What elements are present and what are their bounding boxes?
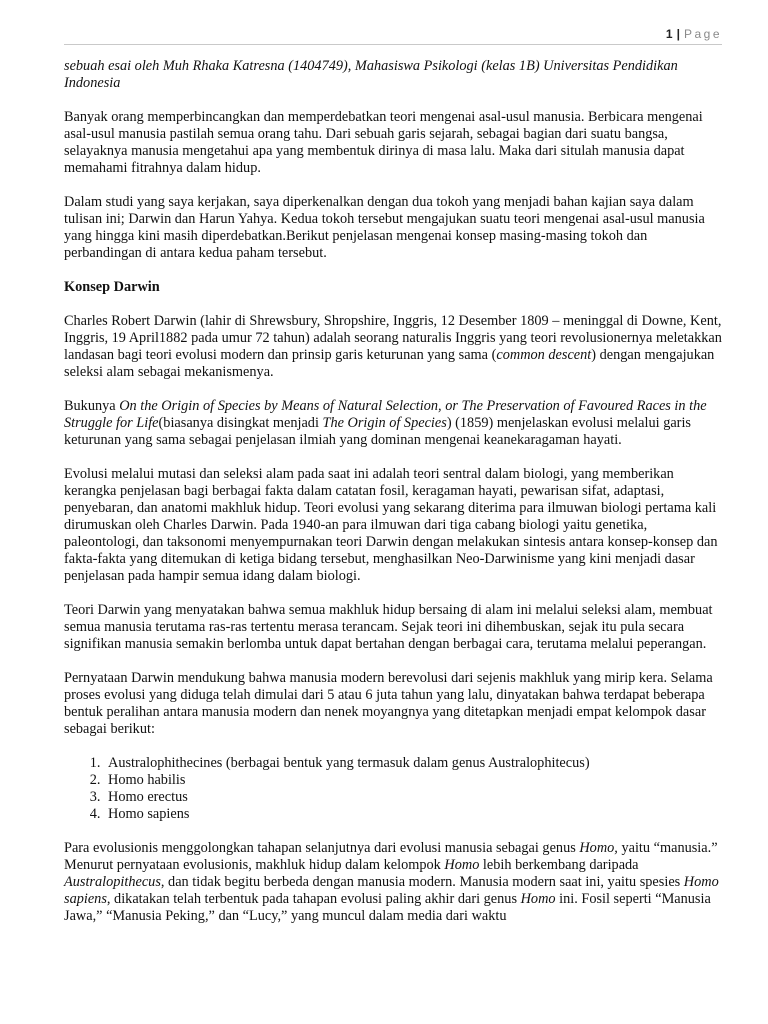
paragraph-competition: Teori Darwin yang menyatakan bahwa semua makhluk hidup bersaing di alam ini melalui seleksi alam, membuat semua manusia terutama ras-ras tertentu merasa terancam. Sejak teori ini dihembuskan, sejak itu pula secara signifikan manusia semakin berlomba untuk dapat bertahan dengan berbagai cara, terutama melalui peperangan. [64, 602, 713, 652]
text-run: , dikatakan telah terbentuk pada tahapan evolusi paling akhir dari genus [106, 891, 521, 907]
italic-term: Homo, [579, 840, 618, 856]
header-rule [64, 44, 722, 45]
page-header [666, 26, 722, 43]
document-body [64, 58, 724, 942]
list-item: 3. Homo erectus [104, 789, 724, 806]
list-item: 2. Homo habilis [104, 772, 724, 789]
page-label: Page [683, 27, 722, 41]
list-item: 4. Homo sapiens [104, 806, 724, 823]
text-run: yaitu “manusia.” Menurut pernyataan evolusionis, makhluk hidup dalam kelompok [64, 840, 718, 873]
page-separator: | [676, 27, 680, 41]
text-run: ini. Fosil seperti “Manusia Jawa,” “Manusia Peking,” dan “Lucy,” yang muncul dalam media dari waktu [64, 891, 711, 924]
italic-book-title: On the Origin of Species by Means of Natural Selection, or The Preservation of Favoured Races in the Struggle for Life [64, 398, 707, 431]
text-run: Bukunya [64, 398, 120, 414]
text-run: Charles Robert Darwin (lahir di Shrewsbury, Shropshire, Inggris, 12 Desember 1809 – meninggal di Downe, Kent, Inggris, 19 April1882 pada umur 72 tahun) adalah seorang naturalis Inggris yang teori revolusionernya meletakkan landasan bagi teori evolusi modern dan prinsip garis keturunan yang sama ( [64, 313, 722, 363]
italic-book-short-title: The Origin of Species [322, 415, 447, 431]
groups-list [64, 755, 724, 823]
paragraph-study: Dalam studi yang saya kerjakan, saya diperkenalkan dengan dua tokoh yang menjadi bahan kajian saya dalam tulisan ini; Darwin dan Harun Yahya. Kedua tokoh tersebut mengajukan suatu teori mengenai asal-usul manusia yang hingga kini masih diperdebatkan.Berikut penjelasan mengenai konsep masing-masing tokoh dan perbandingan di antara kedua paham tersebut. [64, 194, 705, 261]
text-run: , dan tidak begitu berbeda dengan manusia modern. Manusia modern saat ini, yaitu spesies [160, 874, 684, 890]
italic-term: Homo [520, 891, 556, 907]
section-heading: Konsep Darwin [64, 279, 160, 295]
paragraph-origin-book [64, 398, 724, 449]
page-number: 1 [665, 27, 673, 41]
paragraph-groups: Pernyataan Darwin mendukung bahwa manusia modern berevolusi dari sejenis makhluk yang mirip kera. Selama proses evolusi yang diduga telah dimulai dari 5 atau 6 juta tahun yang lalu, dinyatakan bahwa terdapat beberapa bentuk peralihan antara manusia modern dan nenek moyangnya yang ditetapkan menjadi empat kelompok dasar sebagai berikut: [64, 670, 713, 737]
paragraph-evolution: Evolusi melalui mutasi dan seleksi alam pada saat ini adalah teori sentral dalam biologi, yang memberikan kerangka penjelasan bagi berbagai fakta dalam catatan fosil, keragaman hayati, pewarisan sifat, adaptasi, penyebaran, dan anatomi makhluk hidup. Teori evolusi yang sekarang diterima para ilmuwan biologi pertama kali dirumuskan oleh Charles Darwin. Pada 1940-an para ilmuwan dari tiga cabang biologi yaitu genetika, paleontologi, dan taksonomi menyempurnakan teori Darwin dengan melakukan sintesis antara konsep-konsep dan fakta-fakta yang ditemukan di ketiga bidang tersebut, menghasilkan Neo-Darwinisme yang kini menjadi dasar penjelasan pada hampir semua idang dalam biologi. [64, 466, 718, 584]
text-run: ) dengan mengajukan seleksi alam sebagai mekanismenya. [64, 347, 715, 380]
list-item: 1. Australophithecines (berbagai bentuk yang termasuk dalam genus Australophitecus) [104, 755, 724, 772]
italic-term: Australopithecus [64, 874, 161, 890]
text-run: (biasanya disingkat menjadi [158, 415, 323, 431]
paragraph-darwin-bio [64, 313, 724, 381]
text-run: lebih berkembang daripada [479, 857, 639, 873]
italic-term: Homo sapiens [64, 874, 719, 907]
paragraph-homo [64, 840, 724, 925]
byline: sebuah esai oleh Muh Rhaka Katresna (1404749), Mahasiswa Psikologi (kelas 1B) Universitas Pendidikan Indonesia [64, 58, 678, 91]
italic-term: Homo [444, 857, 480, 873]
italic-term: common descent [496, 347, 592, 363]
text-run: ) (1859) menjelaskan evolusi melalui garis keturunan yang sama sebagai penjelasan ilmiah yang dominan mengenai keanekaragaman hayati. [64, 415, 691, 448]
text-run: Para evolusionis menggolongkan tahapan selanjutnya dari evolusi manusia sebagai genus [64, 840, 580, 856]
paragraph-intro: Banyak orang memperbincangkan dan memperdebatkan teori mengenai asal-usul manusia. Berbicara mengenai asal-usul manusia pastilah semua orang tahu. Dari sebuah garis sejarah, sebagai bagian dari suatu bangsa, selayaknya manusia mengetahui apa yang membentuk dirinya di masa lalu. Maka dari situlah manusia dapat memahami fitrahnya dalam hidup. [64, 109, 703, 176]
